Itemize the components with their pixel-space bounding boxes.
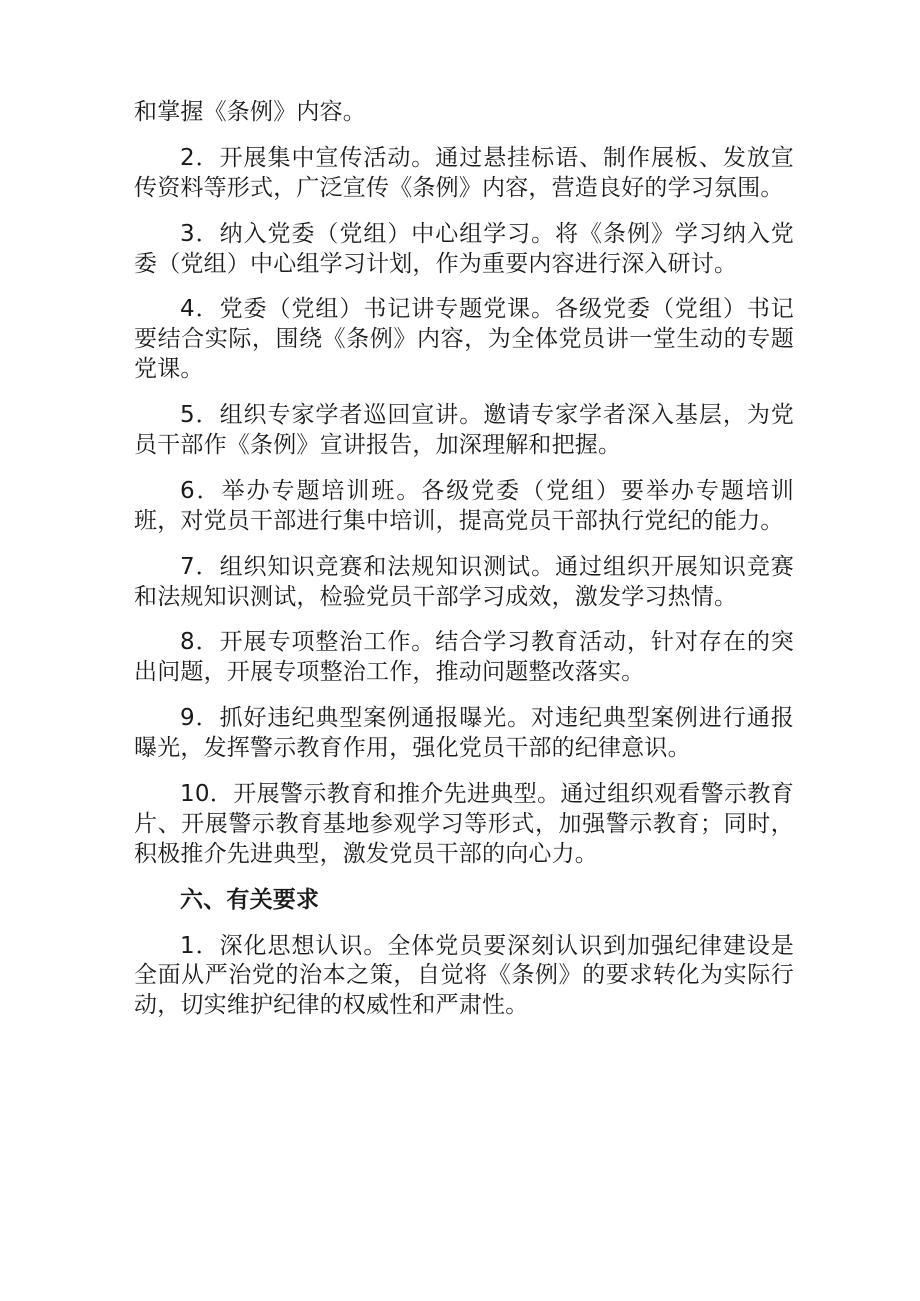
paragraph-item-2: 2．开展集中宣传活动。通过悬挂标语、制作展板、发放宣传资料等形式，广泛宣传《条例》内容，营造良好的学习氛围。 (134, 144, 794, 201)
paragraph-continuation: 和掌握《条例》内容。 (134, 99, 366, 125)
paragraph-requirement-1: 1．深化思想认识。全体党员要深刻认识到加强纪律建设是全面从严治党的治本之策，自觉将《条例》的要求转化为实际行动，切实维护纪律的权威性和严肃性。 (134, 932, 794, 1019)
paragraph-item-10: 10．开展警示教育和推介先进典型。通过组织观看警示教育片、开展警示教育基地参观学习等形式，加强警示教育；同时，积极推介先进典型，激发党员干部的向心力。 (134, 781, 794, 867)
paragraph-item-4: 4．党委（党组）书记讲专题党课。各级党委（党组）书记要结合实际，围绕《条例》内容，为全体党员讲一堂生动的专题党课。 (134, 296, 794, 383)
paragraph-item-8: 8．开展专项整治工作。结合学习教育活动，针对存在的突出问题，开展专项整治工作，推动问题整改落实。 (134, 629, 794, 686)
paragraph-item-9: 9．抓好违纪典型案例通报曝光。对违纪典型案例进行通报曝光，发挥警示教育作用，强化党员干部的纪律意识。 (134, 705, 794, 762)
paragraph-item-3: 3．纳入党委（党组）中心组学习。将《条例》学习纳入党委（党组）中心组学习计划，作为重要内容进行深入研讨。 (134, 220, 794, 277)
document-page (134, 98, 794, 1021)
paragraph-item-6: 6．举办专题培训班。各级党委（党组）要举办专题培训班，对党员干部进行集中培训，提高党员干部执行党纪的能力。 (134, 477, 794, 534)
paragraph-item-7: 7．组织知识竞赛和法规知识测试。通过组织开展知识竞赛和法规知识测试，检验党员干部学习成效，激发学习热情。 (134, 553, 794, 610)
paragraph-item-5: 5．组织专家学者巡回宣讲。邀请专家学者深入基层，为党员干部作《条例》宣讲报告，加深理解和把握。 (134, 402, 794, 459)
section-heading: 六、有关要求 (180, 886, 320, 913)
